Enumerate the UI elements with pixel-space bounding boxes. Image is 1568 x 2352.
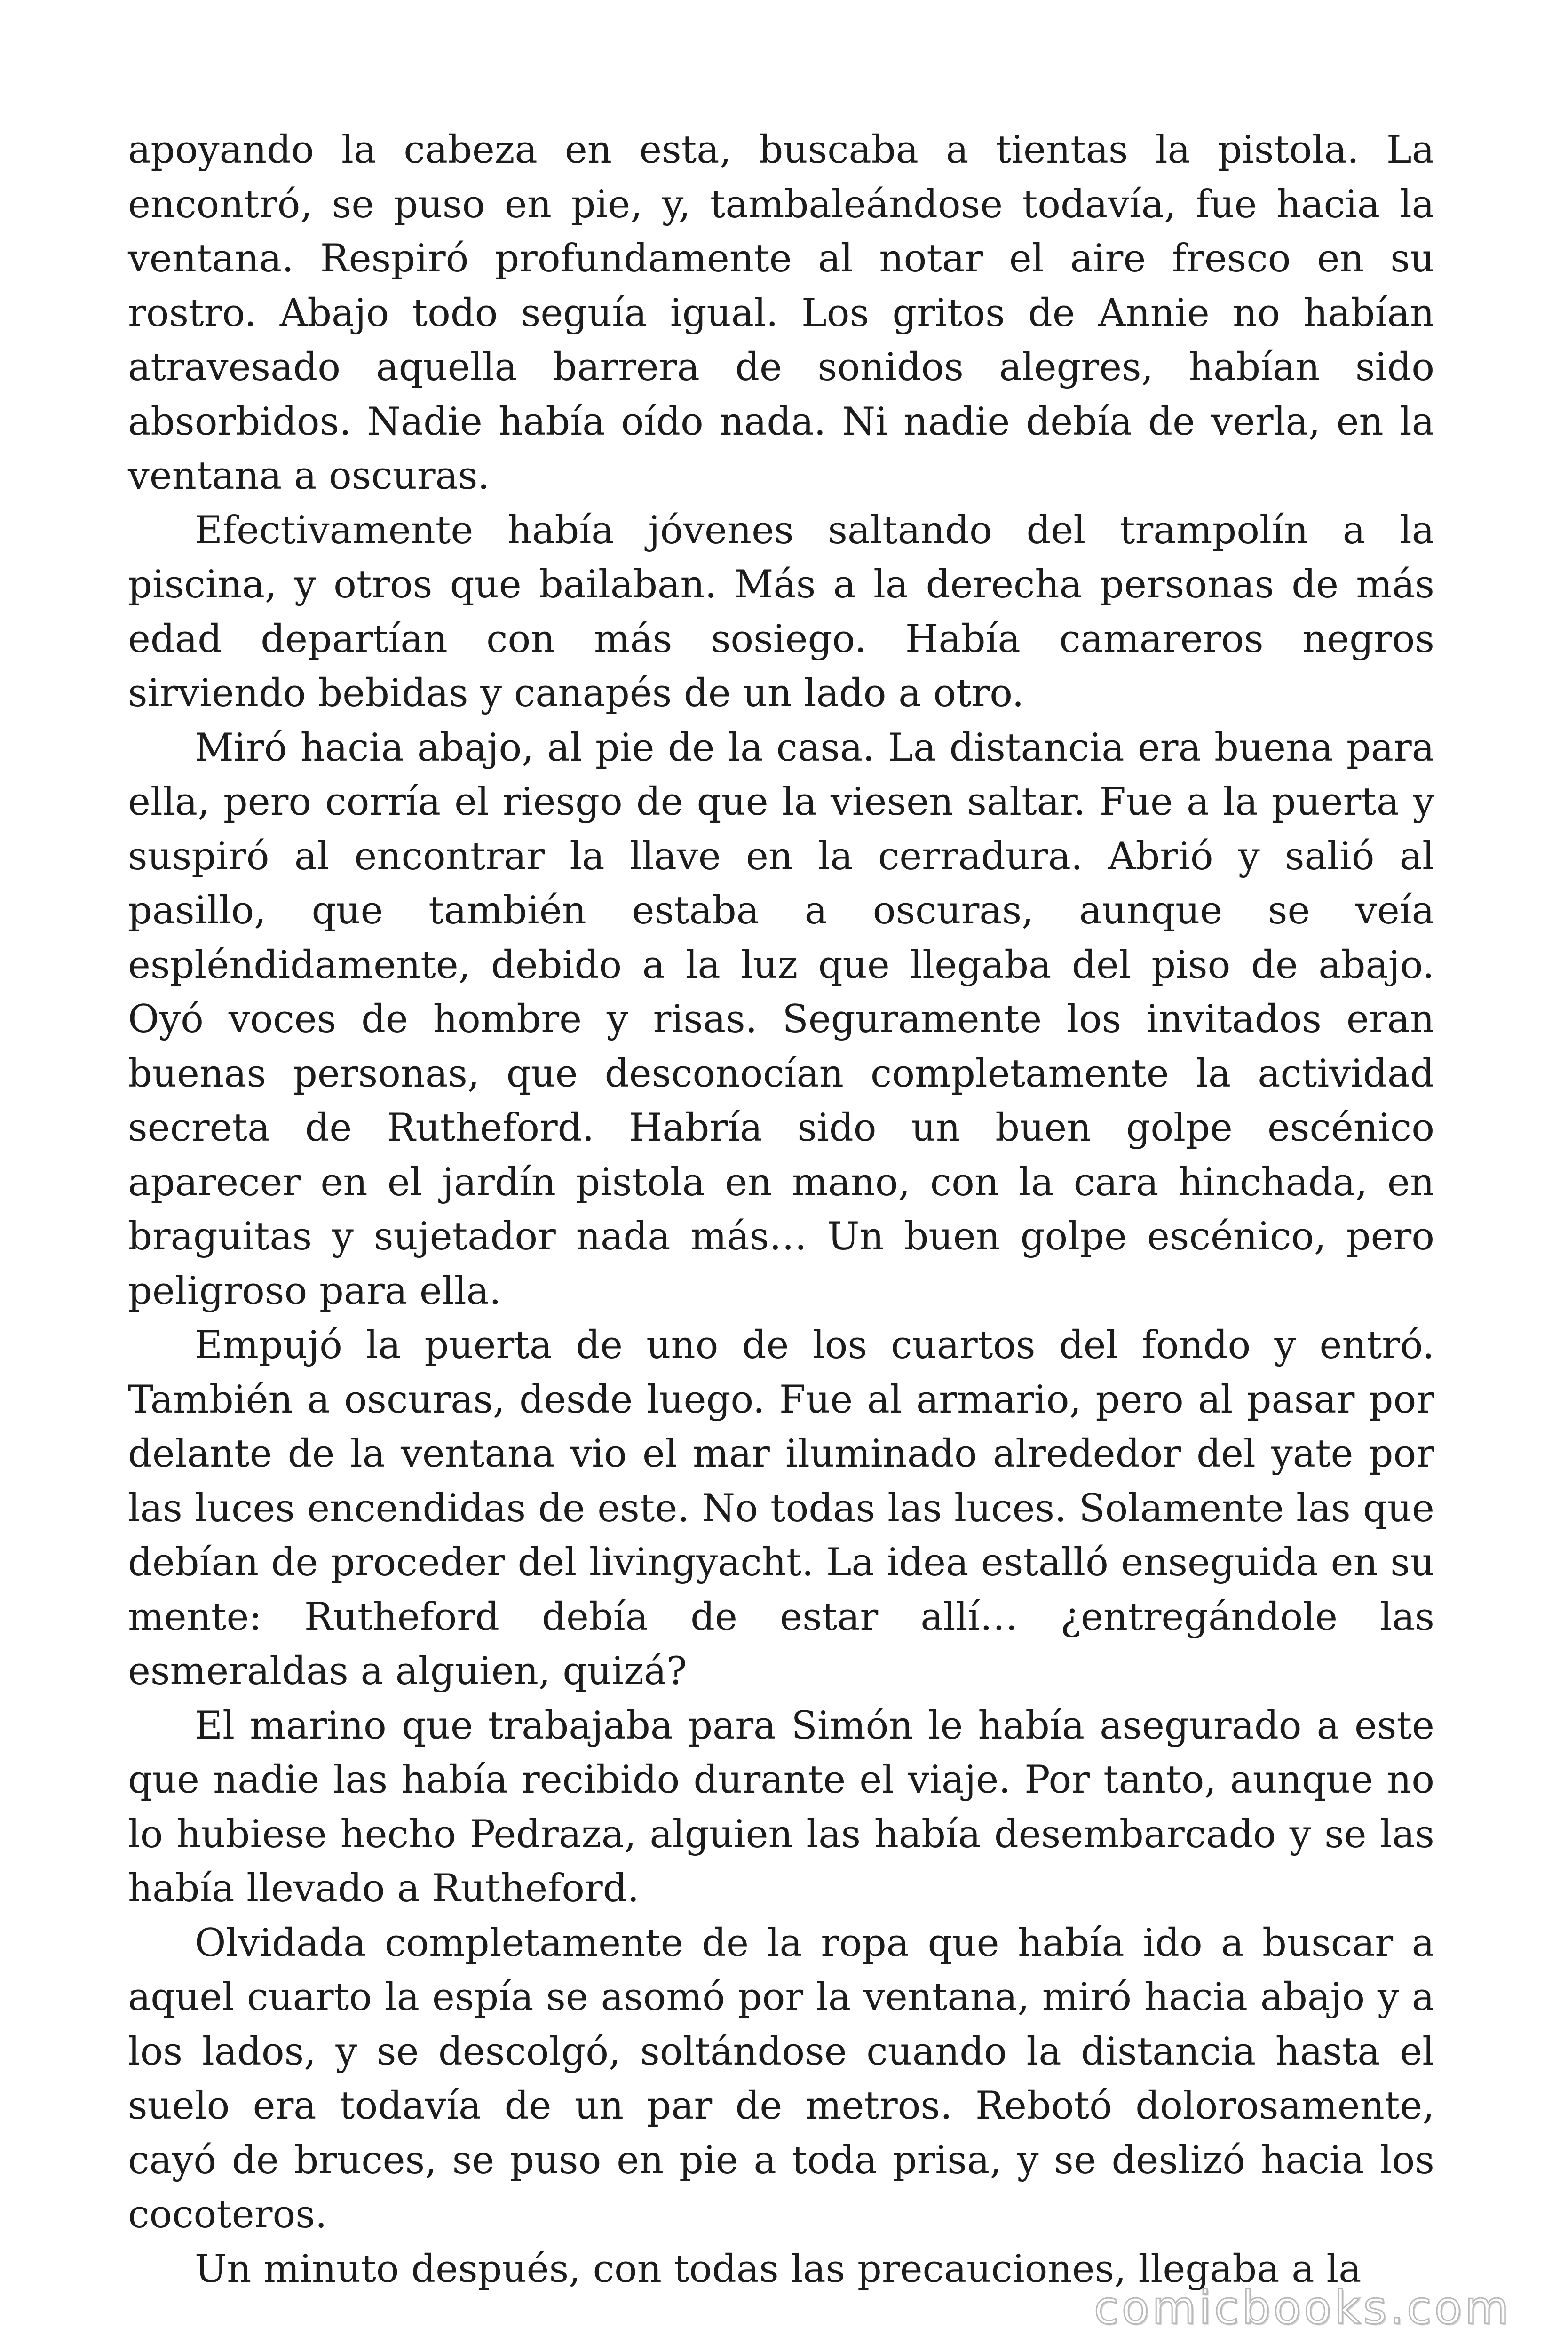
watermark-logo: comicbooks.com <box>1093 2281 1512 2334</box>
paragraph-5: El marino que trabajaba para Simón le había asegurado a este que nadie las había recibido durante el viaje. Por tanto, aunque no lo hubiese hecho Pedraza, alguien las había desembarcado y se las había llevado a Rutheford. <box>128 1703 1434 1911</box>
paragraph-4: Empujó la puerta de uno de los cuartos del fondo y entró. También a oscuras, desde luego. Fue al armario, pero al pasar por delante de la ventana vio el mar iluminado alrededor del yate por las luces encendidas de este. No todas las luces. Solamente las que debían de proceder del livingyacht. La idea estalló enseguida en su mente: Rutheford debía de estar allí… ¿entregándole las esmeraldas a alguien, quizá? <box>128 1323 1434 1693</box>
paragraph-3: Miró hacia abajo, al pie de la casa. La distancia era buena para ella, pero corría el riesgo de que la viesen saltar. Fue a la puerta y suspiró al encontrar la llave en la cerradura. Abrió y salió al pasillo, que también estaba a oscuras, aunque se veía espléndidamente, debido a la luz que llegaba del piso de abajo. Oyó voces de hombre y risas. Seguramente los invitados eran buenas personas, que desconocían completamente la actividad secreta de Rutheford. Habría sido un buen golpe escénico aparecer en el jardín pistola en mano, con la cara hinchada, en braguitas y sujetador nada más… Un buen golpe escénico, pero peligroso para ella. <box>128 725 1434 1313</box>
paragraph-6: Olvidada completamente de la ropa que había ido a buscar a aquel cuarto la espía se asomó por la ventana, miró hacia abajo y a los lados, y se descolgó, soltándose cuando la distancia hasta el suelo era todavía de un par de metros. Rebotó dolorosamente, cayó de bruces, se puso en pie a toda prisa, y se deslizó hacia los cocoteros. <box>128 1921 1434 2237</box>
paragraph-2: Efectivamente había jóvenes saltando del trampolín a la piscina, y otros que bailaban. Más a la derecha personas de más edad departían con más sosiego. Había camareros negros sirviendo bebidas y canapés de un lado a otro. <box>128 508 1434 715</box>
paragraph-1: apoyando la cabeza en esta, buscaba a tientas la pistola. La encontró, se puso en pie, y, tambaleándose todavía, fue hacia la ventana. Respiró profundamente al notar el aire fresco en su rostro. Abajo todo seguía igual. Los gritos de Annie no habían atravesado aquella barrera de sonidos alegres, habían sido absorbidos. Nadie había oído nada. Ni nadie debía de verla, en la ventana a oscuras. <box>128 128 1434 498</box>
paragraph-7: Un minuto después, con todas las precauciones, llegaba a la <box>195 2247 1362 2291</box>
body-text <box>128 123 1434 2296</box>
